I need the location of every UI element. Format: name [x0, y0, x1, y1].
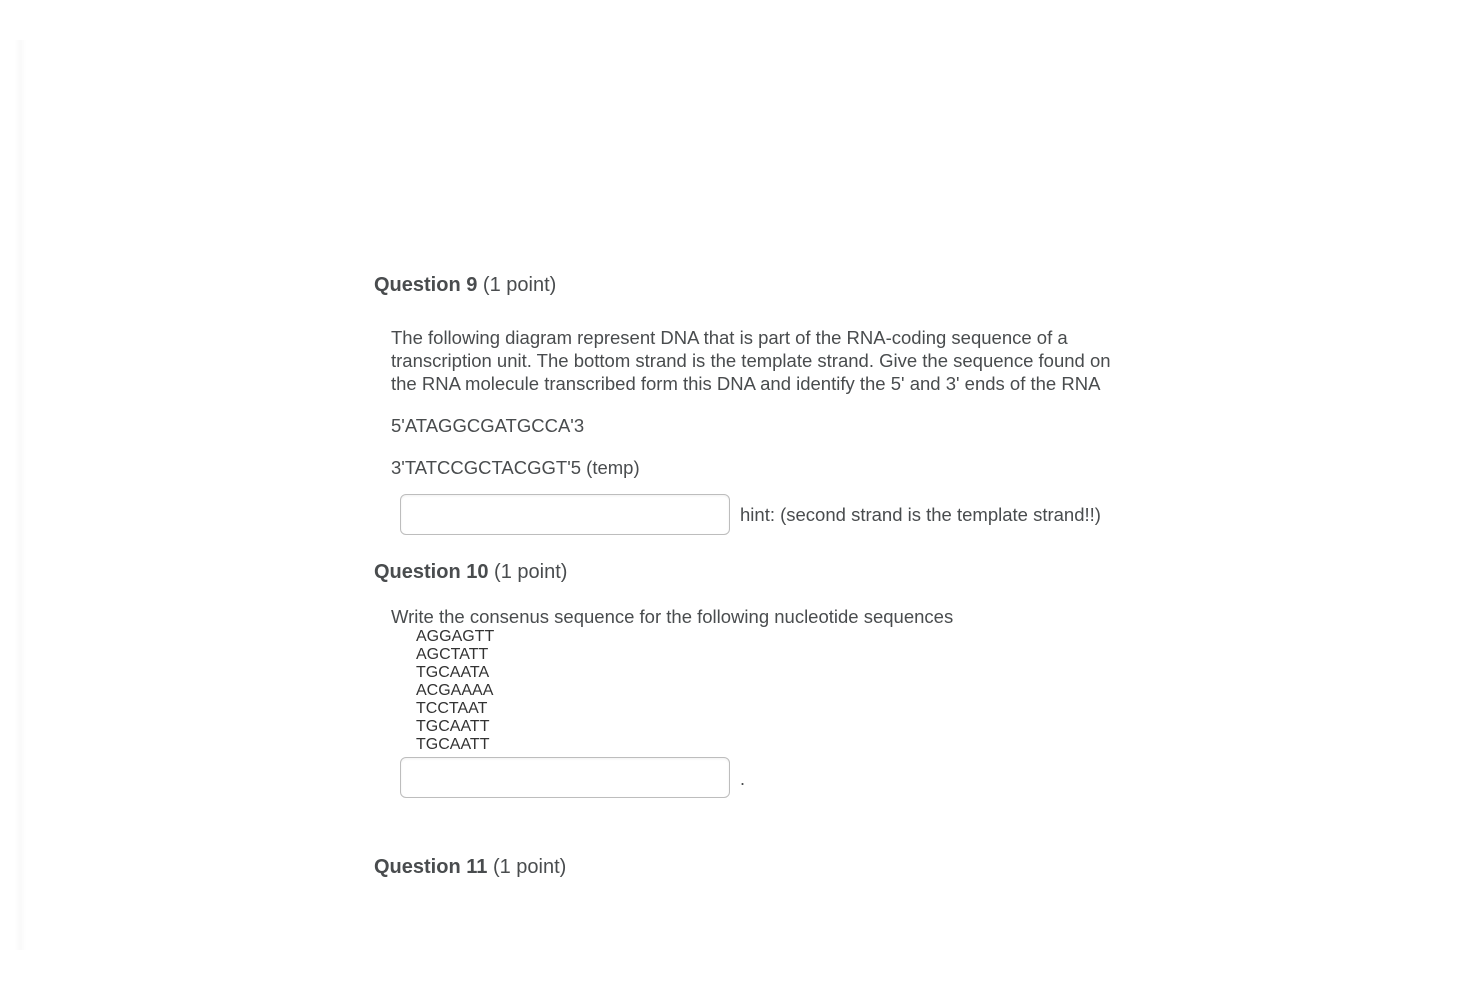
dna-top-strand: 5'ATAGGCGATGCCA'3	[391, 415, 585, 436]
question-10-title: Question 10	[374, 561, 489, 583]
question-11-title: Question 11	[374, 856, 488, 878]
sequence-item: AGCTATT	[416, 646, 489, 663]
question-10-points: (1 point)	[494, 561, 568, 583]
question-11-header	[374, 852, 566, 882]
question-9-points: (1 point)	[482, 274, 557, 296]
question-9-header	[374, 270, 1134, 300]
question-10-answer-input[interactable]	[400, 757, 730, 798]
question-9-title: Question 9	[374, 274, 478, 296]
question-9-hint: hint: (second strand is the template strand!!)	[740, 504, 1101, 525]
question-10-answer-row	[400, 757, 1134, 798]
question-9-body	[391, 326, 1134, 535]
dna-bottom-strand: 3'TATCCGCTACGGT'5 (temp)	[391, 457, 640, 478]
sequence-item: TGCAATA	[416, 664, 490, 681]
question-10-prompt: Write the consenus sequence for the following nucleotide sequences	[391, 606, 954, 627]
sequence-item: TGCAATT	[416, 736, 490, 753]
question-9-answer-row	[400, 494, 1134, 535]
left-edge-shadow	[14, 40, 26, 950]
question-10	[374, 557, 1134, 798]
question-10-body	[391, 605, 1134, 798]
question-10-trailing-period: .	[740, 769, 746, 789]
sequence-item: TGCAATT	[416, 718, 490, 735]
sequence-item: TCCTAAT	[416, 700, 488, 717]
question-10-header	[374, 557, 1134, 587]
question-9-answer-input[interactable]	[400, 494, 730, 535]
sequence-item: AGGAGTT	[416, 628, 495, 645]
sequence-item: ACGAAAA	[416, 682, 494, 699]
question-11-points: (1 point)	[492, 856, 567, 878]
question-9-prompt: The following diagram represent DNA that is part of the RNA-coding sequence of a transcription unit. The bottom strand is the template strand. Give the sequence found on the RNA molecule transcribed form this DNA and identify the 5' and 3' ends of the RNA	[391, 327, 1111, 394]
question-9	[374, 270, 1134, 535]
sequence-list	[416, 628, 1134, 754]
quiz-content	[374, 270, 1134, 878]
